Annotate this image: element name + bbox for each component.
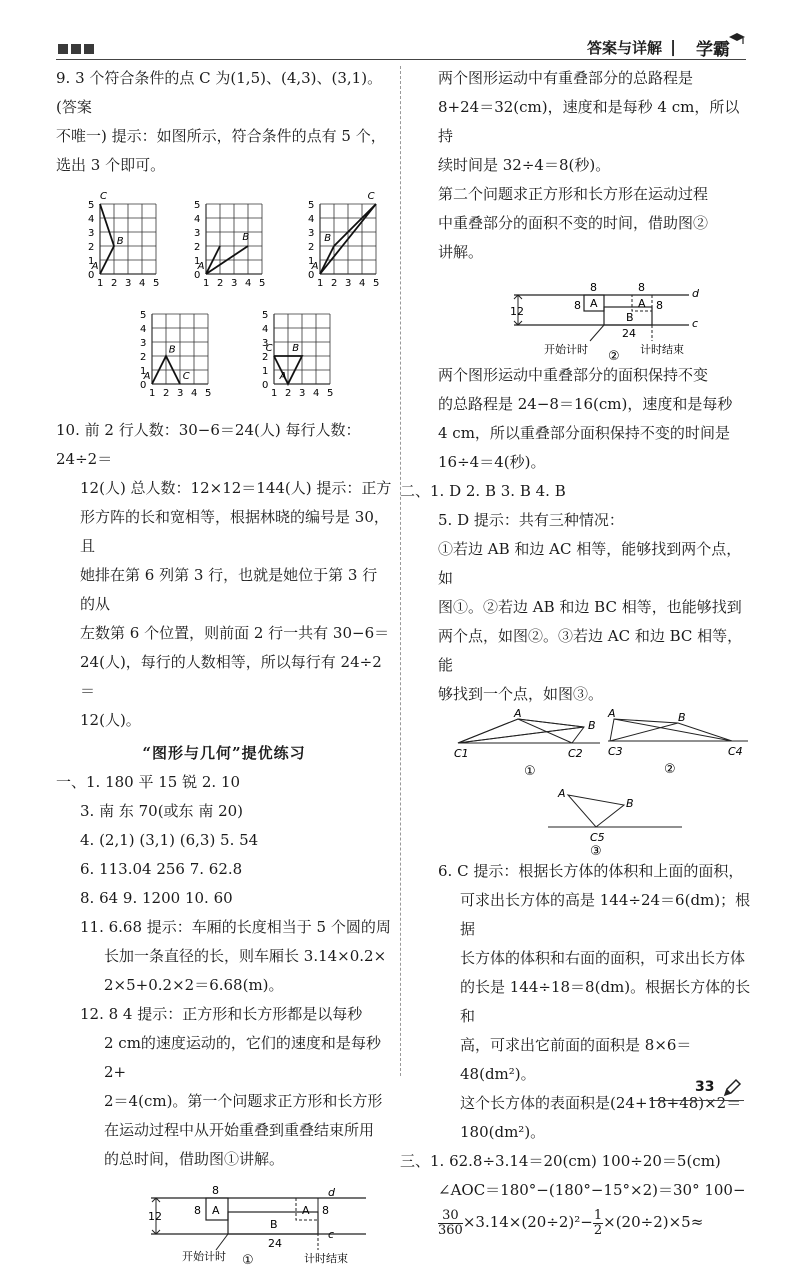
point-label: B — [324, 233, 332, 245]
label-12: 12 — [148, 1210, 162, 1223]
end-timing-label: 计时结束 — [640, 343, 684, 356]
part2-line: 够找到一个点，如图③。 — [438, 685, 604, 703]
y-tick-label: 2 — [308, 242, 315, 253]
end-timing-label: 计时结束 — [304, 1252, 348, 1265]
right-p2-line: 4 cm，所以重叠部分面积保持不变的时间是 — [438, 424, 730, 442]
part1-line: 2 cm的速度运动的，它们的速度和是每秒 2+ — [104, 1034, 381, 1081]
y-tick-label: 2 — [140, 352, 147, 363]
point-label: B — [242, 231, 250, 243]
q9-line: 选出 3 个即可。 — [56, 156, 166, 174]
square-a-label: A — [212, 1204, 220, 1217]
label-24: 24 — [622, 327, 636, 340]
x-tick-label: 2 — [285, 388, 292, 399]
point-label: C — [182, 371, 190, 383]
y-tick-label: 3 — [262, 338, 269, 349]
part1-line: 2×5+0.2×2＝6.68(m)。 — [104, 976, 284, 994]
part1-line: 4. (2,1) (3,1) (6,3) 5. 54 — [80, 831, 259, 849]
x-tick-label: 2 — [331, 278, 338, 289]
y-tick-label: 4 — [140, 324, 147, 335]
y-tick-label: 3 — [140, 338, 147, 349]
coordinate-grid — [140, 310, 211, 399]
x-tick-label: 4 — [313, 388, 320, 399]
point-label: C — [367, 191, 375, 203]
point-c1-label: C1 — [454, 747, 469, 760]
y-tick-label: 2 — [194, 242, 201, 253]
point-label: A — [197, 261, 205, 273]
figure-caption: ② — [664, 762, 676, 777]
y-tick-label: 1 — [262, 366, 269, 377]
line-d-label: d — [328, 1186, 335, 1199]
q10-line: 她排在第 6 列第 3 行，也就是她位于第 3 行的从 — [80, 566, 378, 613]
x-tick-label: 3 — [231, 278, 238, 289]
point-label: B — [292, 343, 300, 355]
left-column — [56, 64, 392, 1266]
y-tick-label: 1 — [88, 256, 95, 267]
motion-figure-2 — [414, 269, 752, 361]
y-tick-label: 0 — [140, 380, 147, 391]
part3-line: 三、1. 62.8÷3.14＝20(cm) 100÷20＝5(cm) — [400, 1152, 721, 1170]
y-tick-label: 5 — [308, 200, 315, 211]
part2-line: ①若边 AB 和边 AC 相等，能够找到两个点，如 — [438, 540, 742, 587]
part1-line: 长加一条直径的长，则车厢长 3.14×0.2× — [104, 947, 387, 965]
y-tick-label: 0 — [88, 270, 95, 281]
q6-line: 高，可求出它前面的面积是 8×6＝48(dm²)。 — [460, 1036, 692, 1083]
part2-line: 图①。②若边 AB 和边 BC 相等，也能够找到 — [438, 598, 742, 616]
q10-line: 12(人) 总人数：12×12＝144(人) 提示：正方 — [80, 479, 392, 497]
line-c-label: c — [692, 317, 699, 330]
x-tick-label: 4 — [359, 278, 366, 289]
q6-line: 6. C 提示：根据长方体的体积和上面的面积， — [438, 862, 744, 880]
point-a-label: A — [608, 709, 616, 720]
point-c4-label: C4 — [728, 745, 743, 758]
pencil-icon — [722, 1078, 742, 1098]
point-a-label: A — [514, 709, 522, 720]
label-8-left: 8 — [194, 1204, 201, 1217]
y-tick-label: 4 — [308, 214, 315, 225]
line-d-label: d — [692, 287, 699, 300]
y-tick-label: 2 — [262, 352, 269, 363]
part2-line: 二、1. D 2. B 3. B 4. B — [400, 482, 566, 500]
column-divider — [400, 66, 401, 1076]
right-p2-line: 16÷4＝4(秒)。 — [438, 453, 546, 471]
right-p1-line: 讲解。 — [438, 243, 484, 261]
fraction: $\frac{30}{360}$ — [438, 1207, 463, 1238]
point-a-label: A — [558, 787, 566, 800]
q6-line: 长方体的体积和右面的面积，可求出长方体 — [460, 949, 746, 967]
triangle-path — [100, 204, 114, 274]
right-p1-line: 中重叠部分的面积不变的时间，借助图② — [438, 214, 709, 232]
y-tick-label: 3 — [194, 228, 201, 239]
x-tick-label: 2 — [163, 388, 170, 399]
point-c3-label: C3 — [608, 745, 623, 758]
header-brand-logo: 学霸 — [696, 40, 730, 60]
y-tick-label: 0 — [308, 270, 315, 281]
label-24: 24 — [268, 1237, 282, 1250]
header-title: 答案与详解 — [586, 39, 662, 57]
label-8-top: 8 — [212, 1184, 219, 1197]
y-tick-label: 2 — [88, 242, 95, 253]
y-tick-label: 4 — [88, 214, 95, 225]
x-tick-label: 3 — [125, 278, 132, 289]
page-number: 33 — [695, 1079, 715, 1095]
y-tick-label: 1 — [140, 366, 147, 377]
part1-line: 一、1. 180 平 15 锐 2. 10 — [56, 773, 241, 791]
start-timing-label: 开始计时 — [182, 1250, 226, 1263]
footer-rule — [650, 1100, 744, 1101]
q9-line: 不唯一) 提示：如图所示，符合条件的点有 5 个， — [56, 127, 386, 145]
coordinate-grid — [194, 200, 265, 289]
y-tick-label: 3 — [308, 228, 315, 239]
y-tick-label: 1 — [308, 256, 315, 267]
part2-line: 5. D 提示：共有三种情况： — [438, 511, 624, 529]
start-timing-label: 开始计时 — [544, 343, 588, 356]
x-tick-label: 4 — [139, 278, 146, 289]
point-label: B — [116, 236, 124, 247]
q9-line: 9. 3 个符合条件的点 C 为(1,5)、(4,3)、(3,1)。(答案 — [56, 69, 383, 116]
y-tick-label: 3 — [88, 228, 95, 239]
triangle-figures — [414, 709, 752, 857]
right-p1-line: 两个图形运动中有重叠部分的总路程是 — [438, 69, 694, 87]
y-tick-label: 5 — [262, 310, 269, 321]
x-tick-label: 4 — [191, 388, 198, 399]
figure-caption: ② — [608, 349, 620, 361]
part3-formula — [414, 1205, 752, 1239]
point-label: A — [143, 371, 151, 383]
right-p2-line: 的总路程是 24−8＝16(cm)，速度和是每秒 — [438, 395, 733, 413]
x-tick-label: 4 — [245, 278, 252, 289]
q10-line: 24(人)，每行的人数相等，所以每行有 24÷2＝ — [80, 653, 382, 700]
x-tick-label: 2 — [217, 278, 224, 289]
header-decoration — [58, 44, 94, 54]
x-tick-label: 1 — [149, 388, 156, 399]
figure-caption: ① — [524, 764, 536, 779]
y-tick-label: 5 — [140, 310, 147, 321]
point-label: A — [91, 261, 99, 273]
y-tick-label: 5 — [88, 200, 95, 211]
point-label: C — [100, 191, 107, 203]
q6-line: 180(dm²)。 — [460, 1123, 546, 1141]
fraction: $\frac{1}{2}$ — [593, 1207, 603, 1238]
point-label: A — [279, 371, 287, 383]
section-title: “图形与几何”提优练习 — [142, 744, 306, 762]
right-p2-line: 两个图形运动中重叠部分的面积保持不变 — [438, 366, 709, 384]
coordinate-grid — [262, 310, 333, 399]
part2-line: 两个点，如图②。③若边 AC 和边 BC 相等，能 — [438, 627, 743, 674]
part1-line: 11. 6.68 提示：车厢的长度相当于 5 个圆的周 — [80, 918, 391, 936]
y-tick-label: 0 — [194, 270, 201, 281]
point-label: C — [265, 343, 273, 355]
figure-caption: ③ — [590, 844, 602, 857]
y-tick-label: 1 — [194, 256, 201, 267]
right-column — [400, 64, 752, 1239]
coordinate-grid — [88, 191, 159, 289]
x-tick-label: 2 — [111, 278, 118, 289]
part1-line: 3. 南 东 70(或东 南 20) — [80, 802, 244, 820]
x-tick-label: 1 — [97, 278, 104, 289]
part3-line: ∠AOC＝180°−(180°−15°×2)＝30° 100− — [438, 1181, 746, 1199]
y-tick-label: 5 — [194, 200, 201, 211]
right-p1-line: 8+24＝32(cm)，速度和是每秒 4 cm，所以持 — [438, 98, 740, 145]
line-c-label: c — [328, 1228, 335, 1241]
x-tick-label: 1 — [317, 278, 324, 289]
point-label: B — [168, 344, 176, 356]
part1-line: 的总时间，借助图①讲解。 — [104, 1150, 285, 1168]
square-a-label: A — [590, 297, 598, 310]
label-8-right: 8 — [656, 299, 663, 312]
x-tick-label: 5 — [373, 278, 380, 289]
x-tick-label: 5 — [205, 388, 212, 399]
label-12: 12 — [510, 305, 524, 318]
right-p1-line: 续时间是 32÷4＝8(秒)。 — [438, 156, 611, 174]
right-p1-line: 第二个问题求正方形和长方形在运动过程 — [438, 185, 709, 203]
q10-line: 形方阵的长和宽相等，根据林晓的编号是 30，且 — [80, 508, 389, 555]
label-8-top: 8 — [590, 281, 597, 294]
q10-line: 左数第 6 个位置，则前面 2 行一共有 30−6＝ — [80, 624, 390, 642]
q10-line: 10. 前 2 行人数：30−6＝24(人) 每行人数：24÷2＝ — [56, 421, 361, 468]
point-label: A — [311, 261, 319, 273]
coordinate-grid — [308, 191, 379, 289]
label-8-right: 8 — [322, 1204, 329, 1217]
q10-line: 12(人)。 — [80, 711, 141, 729]
header-separator: | — [670, 37, 676, 56]
x-tick-label: 3 — [299, 388, 306, 399]
point-b-label: B — [626, 797, 634, 810]
y-tick-label: 0 — [262, 380, 269, 391]
x-tick-label: 3 — [345, 278, 352, 289]
point-c2-label: C2 — [568, 747, 583, 760]
part1-line: 2＝4(cm)。第一个问题求正方形和长方形 — [104, 1092, 383, 1110]
point-c5-label: C5 — [590, 831, 605, 844]
x-tick-label: 1 — [271, 388, 278, 399]
part1-line: 6. 113.04 256 7. 62.8 — [80, 860, 243, 878]
x-tick-label: 5 — [327, 388, 334, 399]
q6-line: 可求出长方体的高是 144÷24＝6(dm)；根据 — [460, 891, 751, 938]
formula-mid: ×3.14×(20÷2)²− — [462, 1213, 593, 1231]
x-tick-label: 1 — [203, 278, 210, 289]
rect-b-label: B — [270, 1218, 278, 1231]
y-tick-label: 4 — [194, 214, 201, 225]
part1-line: 8. 64 9. 1200 10. 60 — [80, 889, 233, 907]
label-8-top-right: 8 — [638, 281, 645, 294]
x-tick-label: 3 — [177, 388, 184, 399]
y-tick-label: 4 — [262, 324, 269, 335]
part1-line: 12. 8 4 提示：正方形和长方形都是以每秒 — [80, 1005, 363, 1023]
q6-line: 的长是 144÷18＝8(dm)。根据长方体的长和 — [460, 978, 751, 1025]
x-tick-label: 5 — [153, 278, 160, 289]
square-a-end-label: A — [302, 1204, 310, 1217]
figure-caption: ① — [242, 1253, 254, 1266]
graduation-cap-icon — [728, 32, 746, 46]
coordinate-grids-figure — [56, 184, 392, 416]
motion-figure-1 — [56, 1176, 392, 1266]
q6-line: 这个长方体的表面积是(24+18+48)×2＝ — [460, 1094, 742, 1112]
point-b-label: B — [588, 719, 596, 732]
header-rule — [56, 59, 746, 60]
x-tick-label: 5 — [259, 278, 266, 289]
part1-line: 在运动过程中从开始重叠到重叠结束所用 — [104, 1121, 375, 1139]
square-a-end-label: A — [638, 297, 646, 310]
label-8-left: 8 — [574, 299, 581, 312]
formula-tail: ×(20÷2)×5≈ — [603, 1213, 704, 1231]
point-b-label: B — [678, 711, 686, 724]
rect-b-label: B — [626, 311, 634, 324]
